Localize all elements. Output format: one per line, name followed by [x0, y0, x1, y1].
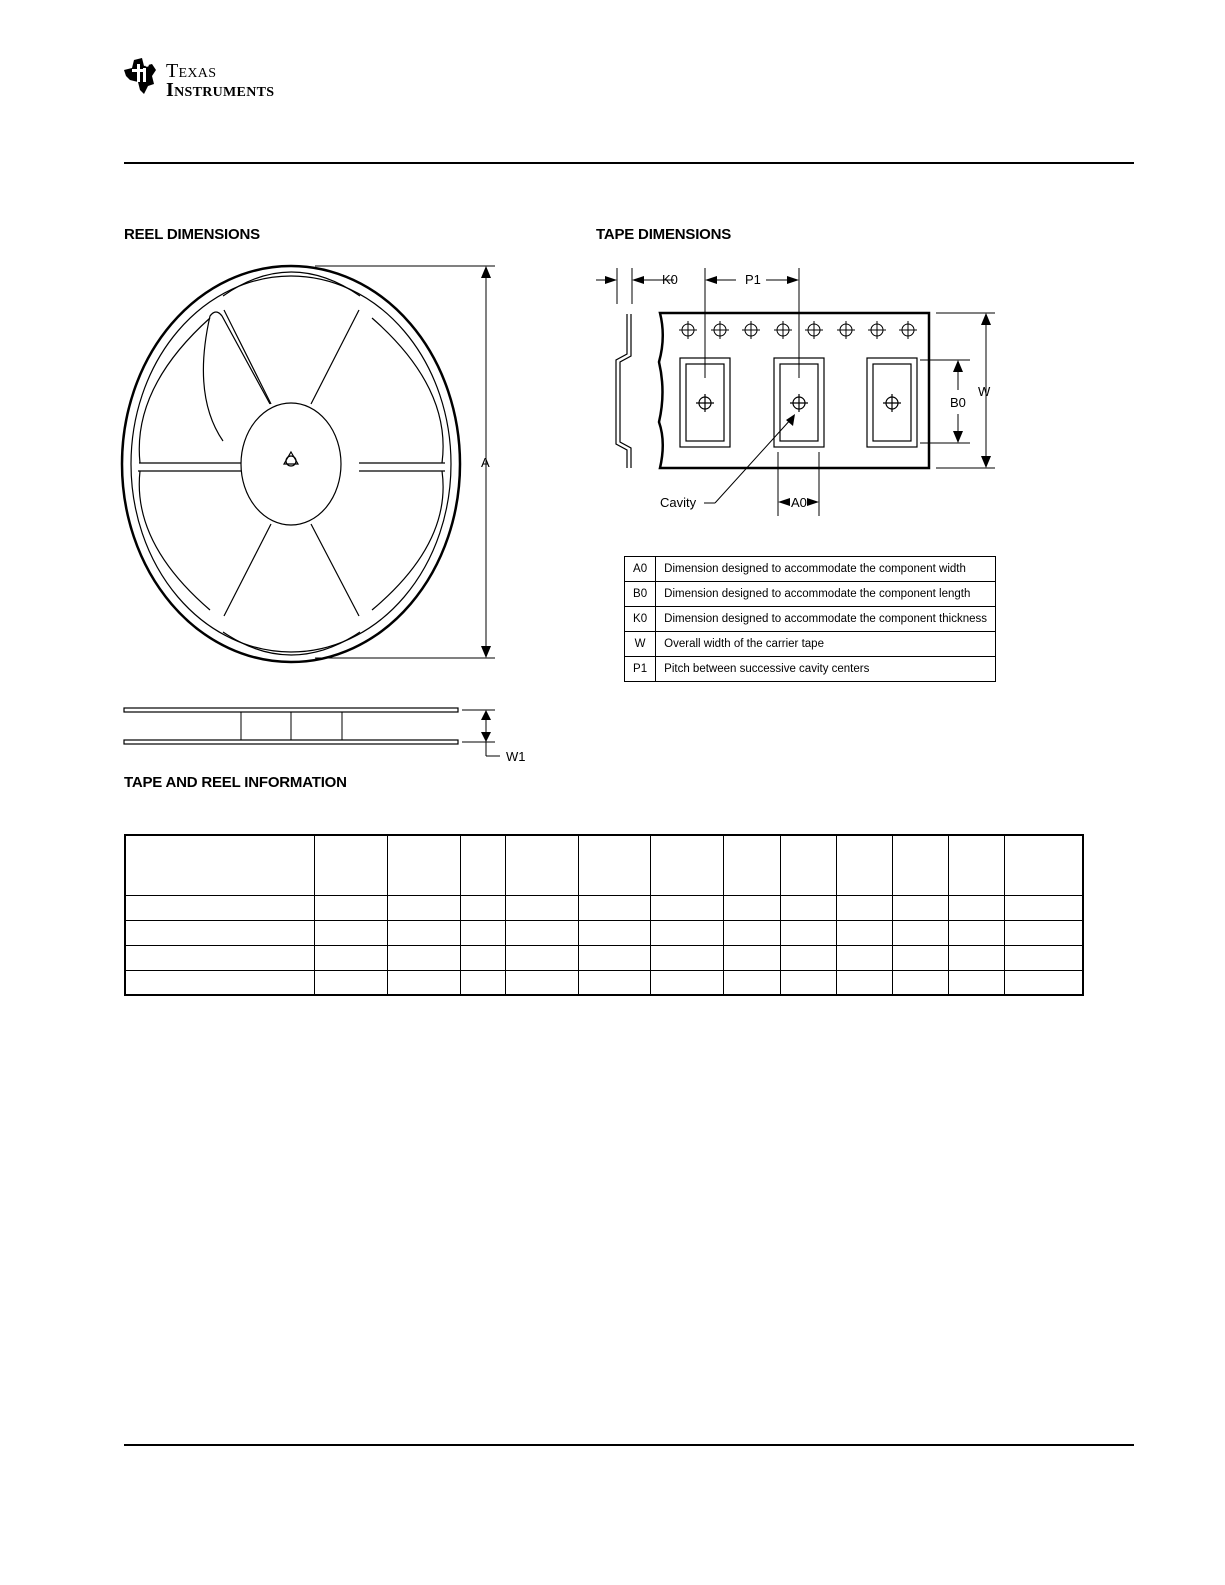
legend-description: Dimension designed to accommodate the component length	[656, 582, 996, 607]
ti-logo-icon	[122, 56, 162, 98]
dimension-label-a: A	[481, 455, 490, 470]
legend-description: Dimension designed to accommodate the component thickness	[656, 607, 996, 632]
tape-dimensions-title: TAPE DIMENSIONS	[596, 226, 732, 243]
legend-symbol: B0	[625, 582, 656, 607]
dimension-label-w1: W1	[506, 749, 526, 764]
dimension-label-p1: P1	[745, 272, 761, 287]
logo-line-2-text: Instruments	[166, 79, 275, 101]
legend-row	[625, 632, 996, 657]
legend-symbol: P1	[625, 657, 656, 682]
dimension-label-k0: K0	[662, 272, 678, 287]
table-row	[125, 895, 1083, 920]
legend-description: Pitch between successive cavity centers	[656, 657, 996, 682]
legend-description: Overall width of the carrier tape	[656, 632, 996, 657]
footer-rule	[124, 1444, 1134, 1446]
legend-row	[625, 557, 996, 582]
cavity-label: Cavity	[660, 495, 697, 510]
table-row	[125, 945, 1083, 970]
reel-dimensions-title: REEL DIMENSIONS	[124, 226, 260, 243]
table-row	[125, 920, 1083, 945]
legend-symbol: A0	[625, 557, 656, 582]
logo-line-2	[166, 79, 275, 101]
legend-symbol: K0	[625, 607, 656, 632]
ti-logo	[122, 56, 302, 100]
dimension-label-a0: A0	[791, 495, 807, 510]
dimension-label-b0: B0	[950, 395, 966, 410]
legend-row	[625, 657, 996, 682]
table-row	[125, 970, 1083, 995]
tape-reel-info-table	[124, 834, 1084, 996]
legend-row	[625, 607, 996, 632]
reel-drawing	[110, 258, 530, 798]
header-rule	[124, 162, 1134, 164]
legend-row	[625, 582, 996, 607]
table-header-row	[125, 835, 1083, 895]
tape-reel-info-title: TAPE AND REEL INFORMATION	[124, 774, 347, 791]
logo-line-1	[166, 60, 217, 82]
dimension-label-w: W	[978, 384, 991, 399]
tape-drawing	[590, 262, 1010, 522]
tape-legend-table	[624, 556, 996, 682]
legend-symbol: W	[625, 632, 656, 657]
legend-description: Dimension designed to accommodate the component width	[656, 557, 996, 582]
logo-line-1-text: Texas	[166, 60, 217, 82]
